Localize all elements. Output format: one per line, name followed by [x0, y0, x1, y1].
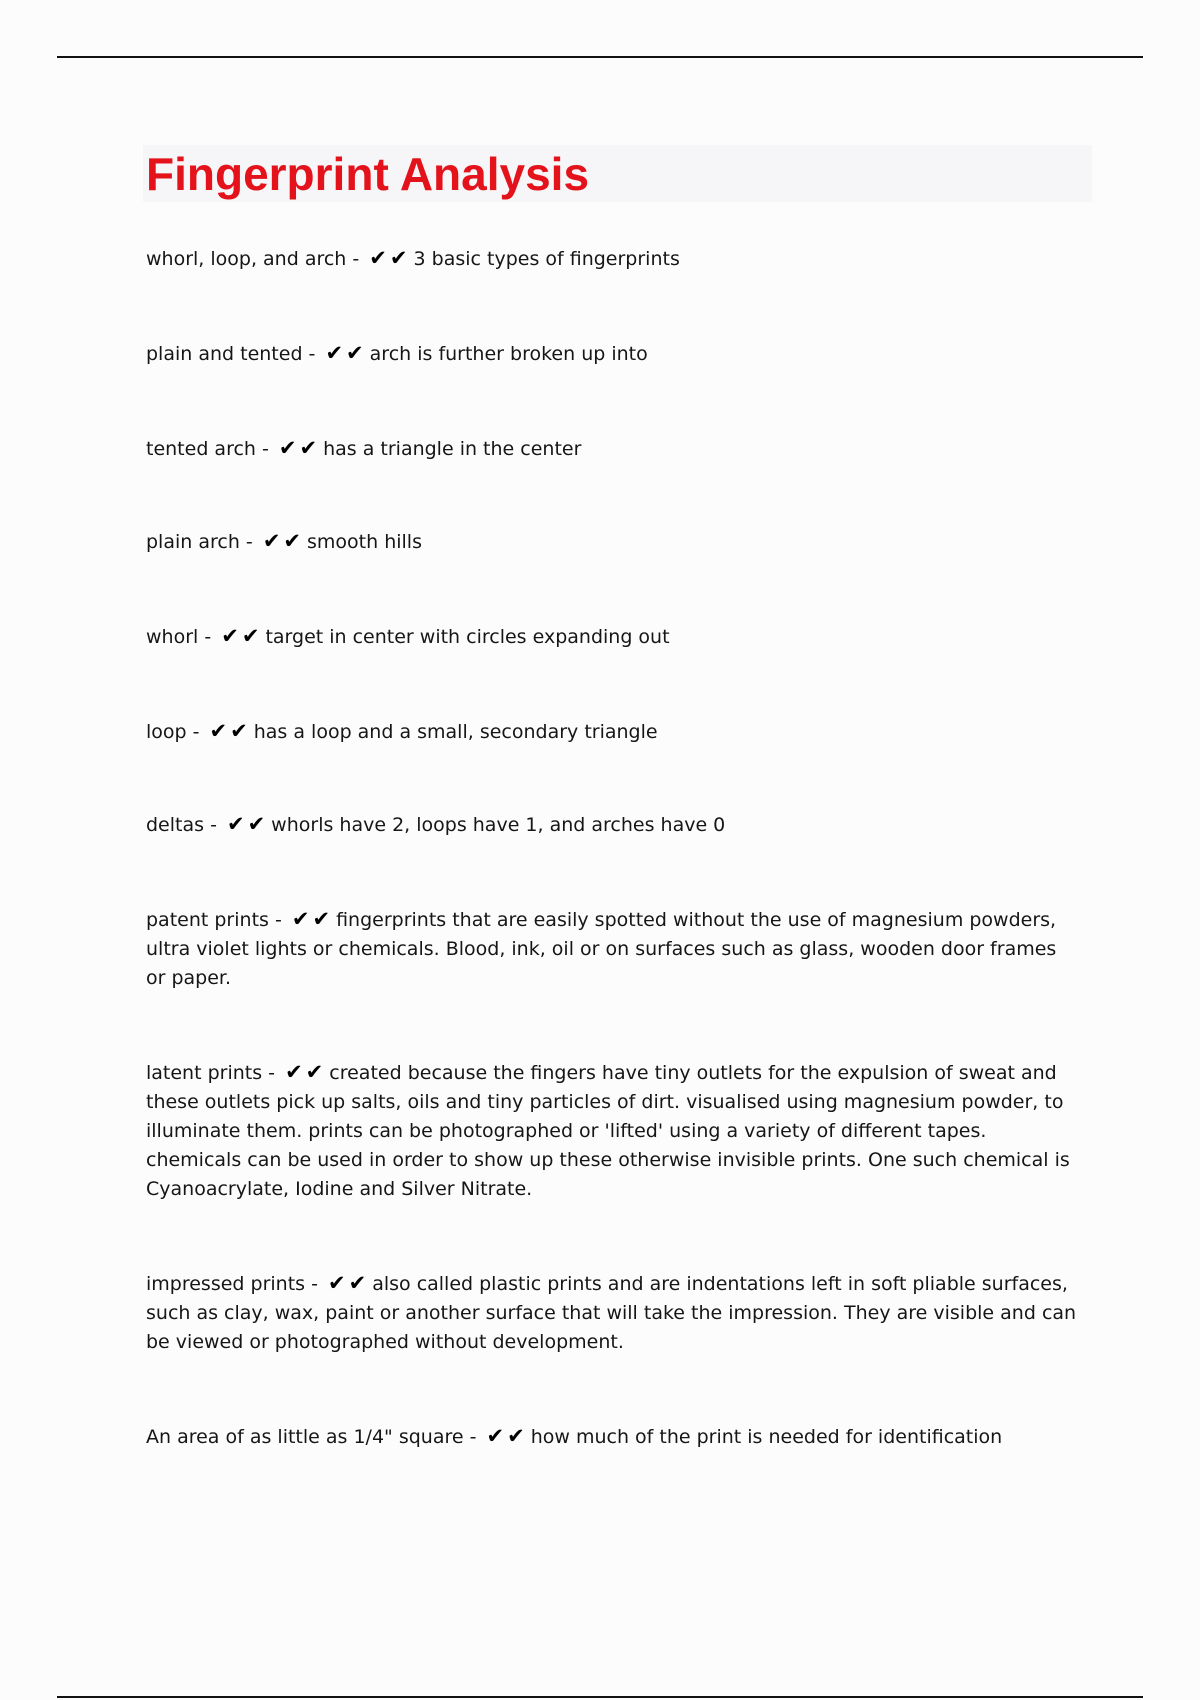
entry-definition: 3 basic types of fingerprints: [413, 248, 680, 270]
entry-term: latent prints: [146, 1062, 263, 1084]
term-separator: -: [302, 343, 322, 365]
list-item: [146, 810, 1081, 840]
entry-term: patent prints: [146, 909, 269, 931]
double-check-icon: ✔✔: [278, 436, 321, 460]
entry-definition: arch is further broken up into: [369, 343, 648, 365]
list-item: [146, 1058, 1081, 1204]
double-check-icon: ✔✔: [328, 1271, 370, 1295]
term-separator: -: [255, 438, 275, 460]
double-check-icon: ✔✔: [369, 246, 411, 270]
entry-term: loop: [146, 721, 187, 743]
list-item: [146, 1269, 1081, 1357]
list-item: [146, 244, 1081, 274]
double-check-icon: ✔✔: [221, 624, 263, 648]
term-separator: -: [186, 721, 206, 743]
entry-term: plain arch: [146, 531, 240, 553]
bottom-rule: [57, 1696, 1143, 1698]
list-item: [146, 622, 1081, 652]
list-item: [146, 905, 1081, 993]
top-rule: [57, 56, 1143, 58]
entry-term: whorl, loop, and arch: [146, 248, 347, 270]
double-check-icon: ✔✔: [291, 907, 334, 931]
double-check-icon: ✔✔: [209, 719, 251, 743]
entry-definition: smooth hills: [307, 531, 422, 553]
term-separator: -: [239, 531, 259, 553]
entry-definition: has a triangle in the center: [323, 438, 582, 460]
list-item: [146, 1422, 1081, 1452]
entry-term: tented arch: [146, 438, 256, 460]
term-separator: -: [198, 626, 218, 648]
term-separator: -: [204, 814, 223, 836]
entry-definition: also called plastic prints and are indentations left in soft pliable surfaces, such as clay, wax, paint or another surface that will take the impression. They are visible and can be viewed or photographed without development.: [146, 1273, 1077, 1353]
list-item: [146, 717, 1081, 747]
term-separator: -: [463, 1426, 483, 1448]
double-check-icon: ✔✔: [226, 812, 269, 836]
term-separator: -: [346, 248, 366, 270]
double-check-icon: ✔✔: [285, 1060, 327, 1084]
entry-term: plain and tented: [146, 343, 303, 365]
list-item: [146, 339, 1081, 369]
document-title: Fingerprint Analysis: [146, 148, 590, 200]
term-separator: -: [262, 1062, 282, 1084]
entry-term: whorl: [146, 626, 199, 648]
entry-term: impressed prints: [146, 1273, 306, 1295]
entry-definition: fingerprints that are easily spotted without the use of magnesium powders, ultra violet lights or chemicals. Blood, ink, oil or on surfaces such as glass, wooden door frames or paper.: [146, 909, 1057, 989]
term-separator: -: [268, 909, 288, 931]
list-item: [146, 434, 1081, 464]
entry-definition: target in center with circles expanding out: [265, 626, 670, 648]
double-check-icon: ✔✔: [486, 1424, 528, 1448]
term-separator: -: [305, 1273, 324, 1295]
entry-definition: whorls have 2, loops have 1, and arches have 0: [271, 814, 726, 836]
entry-term: deltas: [146, 814, 205, 836]
entry-definition: how much of the print is needed for identification: [530, 1426, 1003, 1448]
flashcard-list: [146, 244, 1081, 1517]
list-item: [146, 527, 1081, 557]
entry-definition: has a loop and a small, secondary triangle: [253, 721, 658, 743]
entry-term: An area of as little as 1/4" square: [146, 1426, 464, 1448]
double-check-icon: ✔✔: [325, 341, 367, 365]
entry-definition: created because the fingers have tiny outlets for the expulsion of sweat and these outlets pick up salts, oils and tiny particles of dirt. visualised using magnesium powder, to illuminate them. prints can be photographed or 'lifted' using a variety of different tapes. chemicals can be used in order to show up these otherwise invisible prints. One such chemical is Cyanoacrylate, Iodine and Silver Nitrate.: [146, 1062, 1070, 1200]
double-check-icon: ✔✔: [262, 529, 305, 553]
